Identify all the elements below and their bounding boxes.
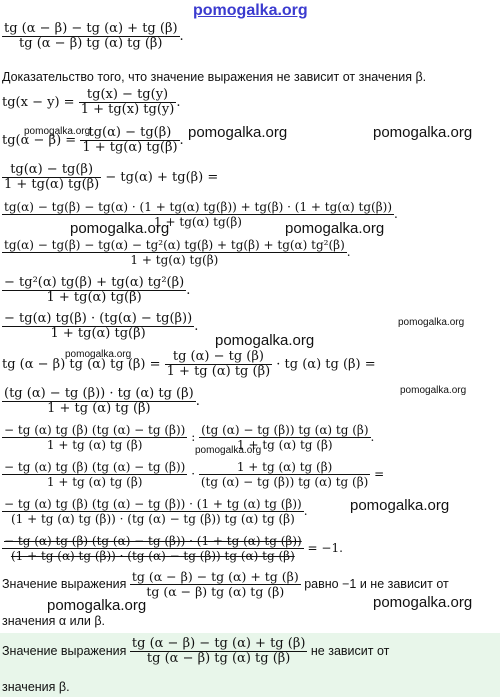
watermark: pomogalka.org [373, 594, 473, 611]
step9-op: : [191, 430, 196, 444]
step11-den: (1 + tg (α) tg (β)) · (tg (α) − tg (β)) tg (α) tg (β) [10, 512, 295, 526]
step10-num2: 1 + tg (α) tg (β) [199, 460, 370, 475]
step11-tail: . [303, 504, 308, 518]
answer-pre: Значение выражения [2, 643, 127, 658]
watermark: pomogalka.org [215, 332, 315, 349]
answer-line2: значения β. [2, 680, 70, 694]
step4-num: tg(α) − tg(β) − tg(α) − tg²(α) tg(β) + tg(β) + tg(α) tg²(β) [4, 238, 345, 252]
step1-lhs: tg(α − β) = [2, 133, 77, 148]
step2-den: 1 + tg(α) tg(β) [4, 177, 100, 192]
step9-num2: (tg (α) − tg (β)) tg (α) tg (β) [201, 423, 369, 437]
step5-tail: . [186, 283, 191, 298]
step4-tail: . [346, 245, 351, 259]
conclusion-line2: значения α или β. [2, 614, 105, 628]
conclusion-den: tg (α − β) tg (α) tg (β) [146, 584, 285, 599]
step8-den: 1 + tg (α) tg (β) [47, 401, 151, 416]
step-9 [2, 423, 374, 452]
watermark: pomogalka.org [373, 124, 473, 141]
conclusion-pre: Значение выражения [2, 576, 127, 591]
step8-tail: . [195, 394, 200, 409]
step12-den: (1 + tg (α) tg (β)) · (tg (α) − tg (β)) tg (α) tg (β) [10, 549, 295, 563]
step3-num: tg(α) − tg(β) − tg(α) · (1 + tg(α) tg(β)) + tg(β) · (1 + tg(α) tg(β)) [4, 200, 393, 214]
step12-tail: = −1. [307, 541, 343, 555]
step-2 [2, 163, 218, 192]
watermark: pomogalka.org [398, 317, 465, 328]
tangent-difference-formula [2, 88, 180, 117]
step10-tail: = [374, 467, 385, 481]
proof-intro: Доказательство того, что значение выражения не зависит от значения β. [2, 70, 427, 84]
step10-den2: (tg (α) − tg (β)) tg (α) tg (β) [200, 475, 369, 489]
task-expression [2, 22, 184, 51]
task-tail: . [179, 29, 184, 44]
watermark: pomogalka.org [65, 349, 132, 360]
step-10 [2, 460, 384, 489]
step11-num: − tg (α) tg (β) (tg (α) − tg (β)) · (1 + tg (α) tg (β)) [4, 497, 302, 511]
step-6 [2, 312, 198, 341]
step2-tail: − tg(α) + tg(β) = [105, 170, 219, 185]
step-4 [2, 238, 351, 267]
step1-tail: . [179, 133, 184, 148]
answer-post: не зависит от [310, 643, 390, 658]
answer-num: tg (α − β) − tg (α) + tg (β) [131, 636, 306, 651]
watermark: pomogalka.org [195, 445, 262, 456]
watermark: pomogalka.org [350, 497, 450, 514]
watermark-top: pomogalka.org [193, 2, 308, 19]
step-7 [2, 350, 376, 379]
step3-tail: . [394, 207, 398, 221]
step1-num: tg(α) − tg(β) [80, 126, 179, 141]
answer-den: tg (α − β) tg (α) tg (β) [146, 651, 291, 666]
watermark: pomogalka.org [188, 124, 288, 141]
conclusion-post: равно −1 и не зависит от [304, 576, 449, 591]
step5-num: − tg²(α) tg(β) + tg(α) tg²(β) [4, 275, 185, 290]
watermark: pomogalka.org [285, 220, 385, 237]
task-num: tg (α − β) − tg (α) + tg (β) [4, 21, 178, 36]
step10-den1: 1 + tg (α) tg (β) [46, 475, 143, 489]
step10-num1: − tg (α) tg (β) (tg (α) − tg (β)) [4, 460, 186, 474]
step10-op: · [191, 467, 196, 481]
watermark: pomogalka.org [47, 597, 147, 614]
step-5 [2, 276, 190, 305]
step-12 [2, 534, 343, 563]
step7-den: 1 + tg (α) tg (β) [166, 364, 271, 379]
step7-lhs: tg (α − β) tg (α) tg (β) = [2, 357, 161, 372]
formula-tail: . [176, 95, 181, 110]
formula-den: 1 + tg(x) tg(y) [80, 102, 175, 117]
step-8 [2, 387, 200, 416]
watermark: pomogalka.org [24, 126, 91, 137]
step9-den1: 1 + tg (α) tg (β) [46, 438, 143, 452]
step4-den: 1 + tg(α) tg(β) [130, 253, 219, 267]
step9-num1: − tg (α) tg (β) (tg (α) − tg (β)) [4, 423, 186, 437]
formula-num: tg(x) − tg(y) [79, 88, 177, 103]
watermark: pomogalka.org [400, 385, 467, 396]
step5-den: 1 + tg(α) tg(β) [46, 290, 142, 305]
conclusion-num: tg (α − β) − tg (α) + tg (β) [131, 569, 299, 584]
watermark: pomogalka.org [70, 220, 170, 237]
step-11 [2, 497, 308, 526]
task-den: tg (α − β) tg (α) tg (β) [19, 36, 163, 51]
formula-lhs: tg(x − y) = [2, 95, 75, 110]
step6-den: 1 + tg(α) tg(β) [50, 326, 146, 341]
answer [2, 637, 389, 666]
step1-den: 1 + tg(α) tg(β) [82, 140, 178, 155]
step3-den: 1 + tg(α) tg(β) [154, 215, 242, 229]
step9-den2: 1 + tg (α) tg (β) [237, 438, 333, 452]
step6-num: − tg(α) tg(β) · (tg(α) − tg(β)) [4, 311, 193, 326]
step8-num: (tg (α) − tg (β)) · tg (α) tg (β) [4, 386, 194, 401]
step2-num: tg(α) − tg(β) [2, 163, 101, 178]
step12-num: − tg (α) tg (β) (tg (α) − tg (β)) · (1 + tg (α) tg (β)) [4, 534, 302, 548]
step6-tail: . [194, 319, 199, 334]
step9-tail: . [370, 430, 375, 444]
step7-num: tg (α) − tg (β) [165, 350, 273, 365]
step7-tail: · tg (α) tg (β) = [276, 357, 376, 372]
